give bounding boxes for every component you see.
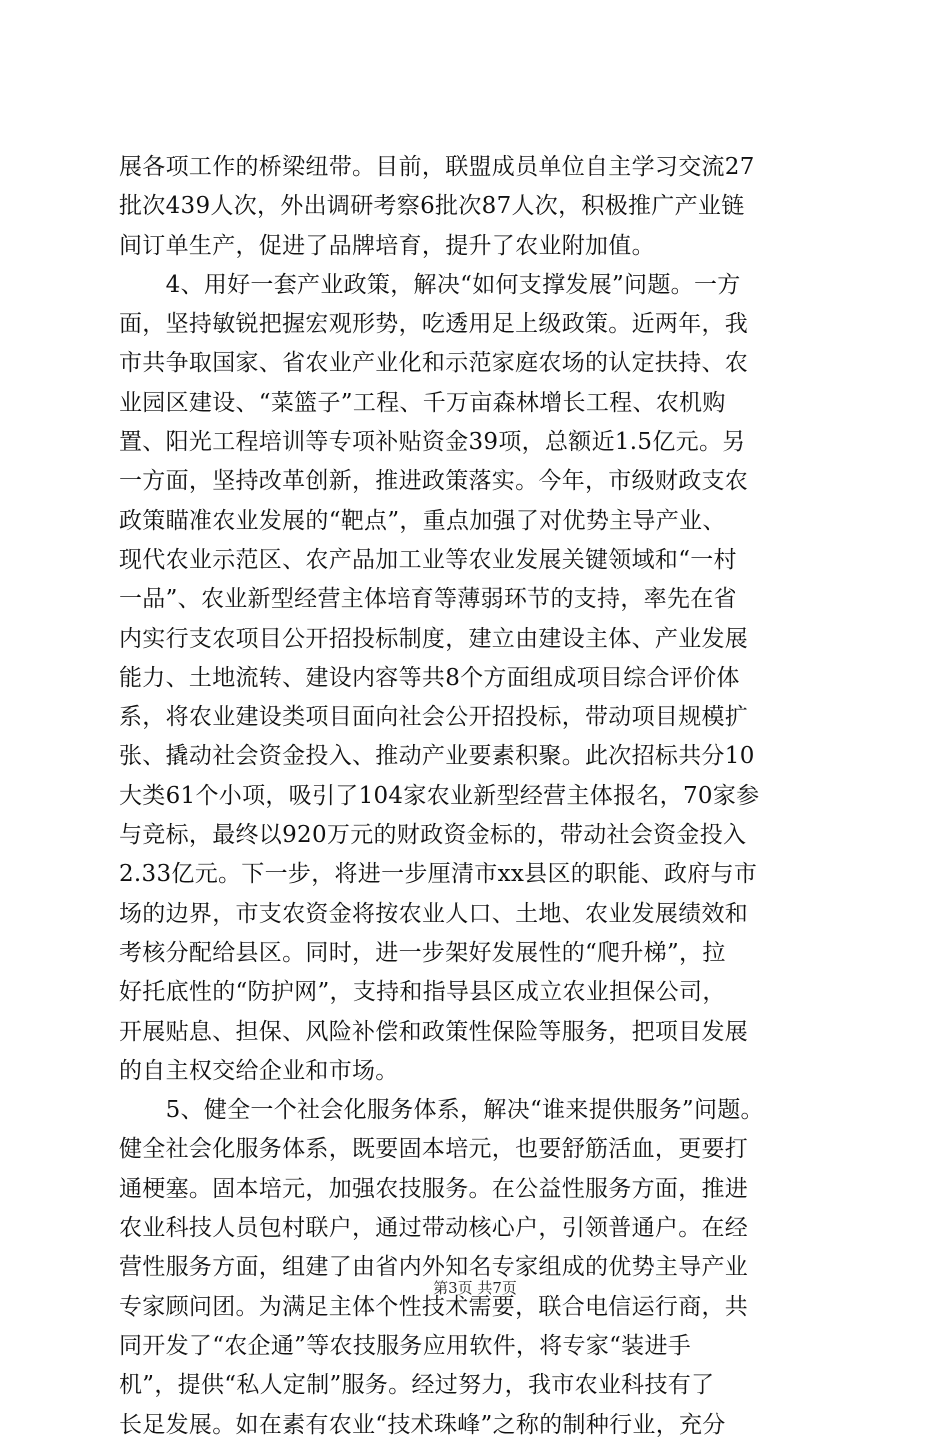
text-line: 批次439人次，外出调研考察6批次87人次，积极推广产业链 (119, 193, 745, 220)
text-line: 长足发展。如在素有农业“技术珠峰”之称的制种行业，充分 (119, 1411, 726, 1438)
text-line: 营性服务方面，组建了由省内外知名专家组成的优势主导产业 (119, 1254, 749, 1281)
text-line: 业园区建设、“菜篮子”工程、千万亩森林增长工程、农机购 (119, 389, 726, 416)
text-line: 现代农业示范区、农产品加工业等农业发展关键领域和“一村 (119, 546, 737, 573)
text-line: 市共争取国家、省农业产业化和示范家庭农场的认定扶持、农 (119, 350, 749, 377)
body-text (119, 148, 835, 1445)
text-line: 同开发了“农企通”等农技服务应用软件，将专家“装进手 (119, 1332, 692, 1359)
text-line: 4、用好一套产业政策，解决“如何支撑发展”问题。一方 (119, 271, 741, 298)
text-line: 间订单生产，促进了品牌培育，提升了农业附加值。 (119, 232, 655, 259)
page-number-footer: 第3页 共7页 (433, 1279, 517, 1297)
text-line: 张、撬动社会资金投入、推动产业要素积聚。此次招标共分10 (119, 743, 755, 770)
text-line: 农业科技人员包村联户，通过带动核心户，引领普通户。在经 (119, 1215, 749, 1242)
text-line: 一方面，坚持改革创新，推进政策落实。今年，市级财政支农 (119, 468, 749, 495)
text-line: 系，将农业建设类项目面向社会公开招投标，带动项目规模扩 (119, 704, 749, 731)
text-line: 置、阳光工程培训等专项补贴资金39项，总额近1.5亿元。另 (119, 429, 746, 456)
text-line: 政策瞄准农业发展的“靶点”，重点加强了对优势主导产业、 (119, 507, 726, 534)
text-line: 一品”、农业新型经营主体培育等薄弱环节的支持，率先在省 (119, 586, 737, 613)
text-line: 与竞标，最终以920万元的财政资金标的，带动社会资金投入 (119, 822, 747, 849)
text-line: 2.33亿元。下一步，将进一步厘清市xx县区的职能、政府与市 (119, 861, 758, 888)
text-line: 通梗塞。固本培元，加强农技服务。在公益性服务方面，推进 (119, 1175, 749, 1202)
text-line: 健全社会化服务体系，既要固本培元，也要舒筋活血，更要打 (119, 1136, 749, 1163)
text-line: 能力、土地流转、建设内容等共8个方面组成项目综合评价体 (119, 664, 740, 691)
text-line: 面，坚持敏锐把握宏观形势，吃透用足上级政策。近两年，我 (119, 311, 749, 338)
text-line: 机”，提供“私人定制”服务。经过努力，我市农业科技有了 (119, 1372, 715, 1399)
text-line: 的自主权交给企业和市场。 (119, 1057, 399, 1084)
text-line: 好托底性的“防护网”，支持和指导县区成立农业担保公司， (119, 979, 726, 1006)
text-line: 开展贴息、担保、风险补偿和政策性保险等服务，把项目发展 (119, 1018, 749, 1045)
text-line: 展各项工作的桥梁纽带。目前，联盟成员单位自主学习交流27 (119, 154, 755, 180)
text-line: 考核分配给县区。同时，进一步架好发展性的“爬升梯”，拉 (119, 939, 726, 966)
text-line: 专家顾问团。为满足主体个性技术需要，联合电信运行商，共 (119, 1293, 749, 1320)
text-line: 大类61个小项，吸引了104家农业新型经营主体报名，70家参 (119, 782, 760, 809)
text-line: 场的边界，市支农资金将按农业人口、土地、农业发展绩效和 (119, 900, 749, 927)
text-line: 内实行支农项目公开招投标制度，建立由建设主体、产业发展 (119, 625, 749, 652)
text-line: 5、健全一个社会化服务体系，解决“谁来提供服务”问题。 (119, 1097, 764, 1124)
